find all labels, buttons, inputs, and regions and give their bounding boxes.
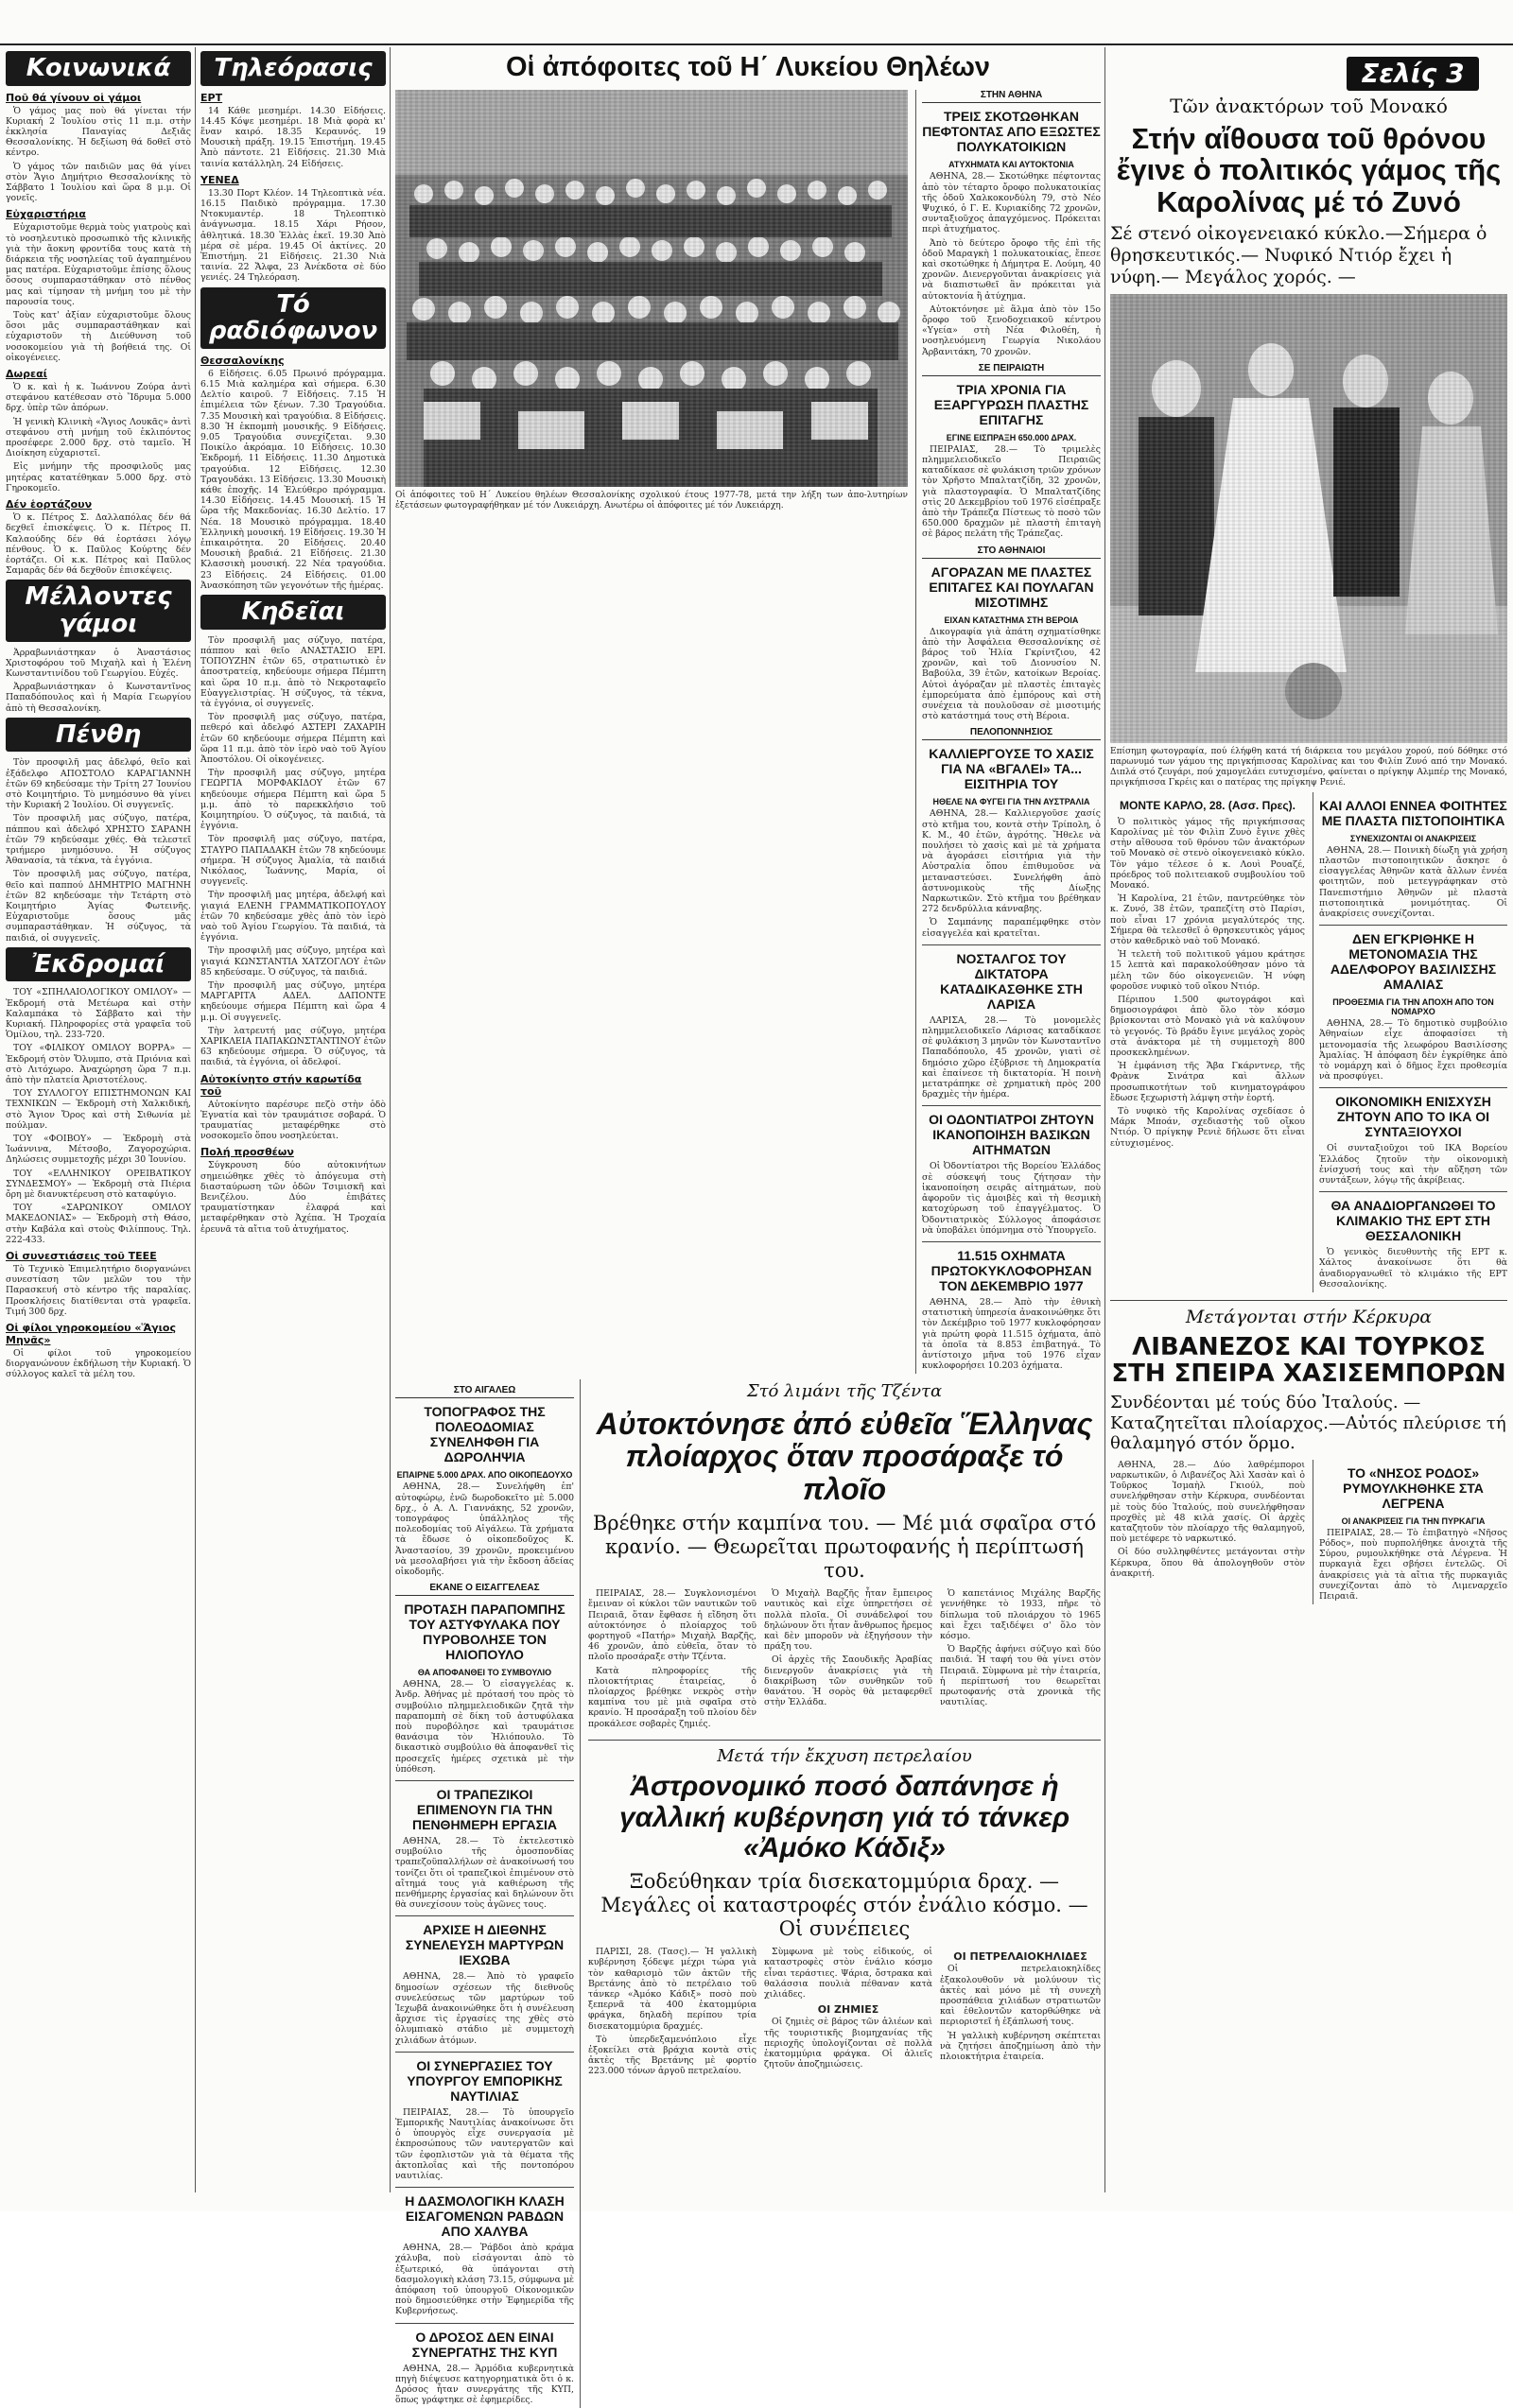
- brief-headline: Η ΔΑΣΜΟΛΟΓΙΚΗ ΚΛΑΣΗ ΕΙΣΑΓΟΜΕΝΩΝ ΡΑΒΔΩΝ ΑΠΟ ΧΑΛΥΒΑ: [405, 2193, 565, 2240]
- column-rule: [1104, 47, 1105, 2192]
- brief-headline: ΟΙ ΤΡΑΠΕΖΙΚΟΙ ΕΠΙΜΕΝΟΥΝ ΓΙΑ ΤΗΝ ΠΕΝΘΗΜΕΡΗ ΕΡΓΑΣΙΑ: [412, 1786, 557, 1832]
- heading-weddings: Ποῦ θά γίνουν οἱ γάμοι: [6, 91, 142, 104]
- brief-headline: ΟΙ ΟΔΟΝΤΙΑΤΡΟΙ ΖΗΤΟΥΝ ΙΚΑΝΟΠΟΙΗΣΗ ΒΑΣΙΚΩΝ ΑΙΤΗΜΑΤΩΝ: [929, 1112, 1094, 1158]
- wedding-photo: [1110, 294, 1507, 743]
- monaco-kicker: Τῶν ἀνακτόρων τοῦ Μονακό: [1170, 95, 1448, 117]
- section-banner-tv: Τηλεόρασις: [200, 51, 386, 86]
- monaco-headline: Στήν αἴθουσα τοῦ θρόνου ἔγινε ὁ πολιτικός γάμος τῆς Καρολίνας μέ τό Ζυνό: [1116, 122, 1502, 218]
- drugs-kicker: Μετάγονται στήν Κέρκυρα: [1185, 1307, 1433, 1328]
- brief-kicker: ΣΕ ΠΕΙΡΑΙΩΤΗ: [922, 363, 1101, 376]
- body-text: Τὸν προσφιλῆ μας σύζυγο, πατέρα, πάππου καὶ θεῖο ΑΝΑΣΤΑΣΙΟ ΕΡΙ. ΤΟΠΟΥΖΗΝ ἐτῶν 65, στρατιωτικὸ ἐν ἀποστρατείᾳ, κηδεύουμε σήμερα Πέμπτη καὶ ὥρα 10 π.μ. ἀπὸ τὸ Νεκροταφεῖο Εὐαγγελιστρίας. Ἡ σύζυγος, τὰ τέκνα, τὰ ἐγγόνια, οἱ συγγενεῖς. Τὸν προσφιλῆ μας σύζυγο, πατέρα, πεθερό καὶ ἀδελφό ΑΣΤΕΡΙ ΖΑΧΑΡΙΗ ἐτῶν 60 κηδεύουμε σήμερα Πέμπτη καὶ ὥρα 11 π.μ. ἀπὸ τὸν ἱερὸ ναὸ τοῦ Ἁγίου Ἀποστόλου. Οἱ οἰκογένειες. Τὴν προσφιλῆ μας σύζυγο, μητέρα ΓΕΩΡΓΙΑ ΜΟΡΦΑΚΙΔΟΥ ἐτῶν 67 κηδεύουμε σήμερα Πέμπτη καὶ ὥρα 5 μ.μ. ἀπὸ τὸ παρεκκλήσιο τοῦ Κοιμητηρίου. Ὁ σύζυγος, τὰ παιδιά, τὰ ἐγγόνια. Τὸν προσφιλῆ μας σύζυγο, πατέρα, ΣΤΑΥΡΟ ΠΑΠΑΔΑΚΗ ἐτῶν 78 κηδεύουμε σήμερα. Ἡ σύζυγος Ἀμαλία, τὰ παιδιά Νικόλαος, Ἰωάννης, Μαρία, οἱ συγγενεῖς. Τὴν προσφιλῆ μας μητέρα, ἀδελφή καὶ γιαγιά ΕΛΕΝΗ ΓΡΑΜΜΑΤΙΚΟΠΟΥΛΟΥ ἐτῶν 70 κηδεύσαμε χθὲς ἀπὸ τὸν ἱερὸ ναὸ τοῦ Ἁγίου Γεωργίου. Τὰ παιδιά, τὰ ἐγγόνια. Τὴν προσφιλῆ μας σύζυγο, μητέρα καὶ γιαγιά ΚΩΝΣΤΑΝΤΙΑ ΧΑΤΖΟΓΛΟΥ ἐτῶν 85 κηδεύσαμε. Ὁ σύζυγος, τὰ παιδιά. Τὴν προσφιλῆ μας σύζυγο, μητέρα ΜΑΡΓΑΡΙΤΑ ΑΔΕΛ. ΔΑΠΟΝΤΕ κηδεύουμε σήμερα Πέμπτη καὶ ὥρα 4 μ.μ. Οἱ συγγενεῖς. Τὴν λατρευτή μας σύζυγο, μητέρα ΧΑΡΙΚΛΕΙΑ ΠΑΠΑΚΩΝΣΤΑΝΤΙΝΟΥ ἐτῶν 63 κηδεύουμε σήμερα. Ὁ σύζυγος, τὰ παιδιά, τὰ ἐγγόνια, οἱ ἀδελφοί.: [200, 634, 386, 1068]
- body-text: Οἱ συνταξιοῦχοι τοῦ ΙΚΑ Βορείου Ἑλλάδος ζητοῦν τὴν οἰκονομικὴ ἐνίσχυσή τους καὶ τὴν αὔξηση τῶν συντάξεων, λόγῳ τῆς ἀκρίβειας.: [1319, 1143, 1507, 1187]
- body-text: Ἀρραβωνιάστηκαν ὁ Ἀναστάσιος Χριστοφόρου τοῦ Μιχαὴλ καὶ ἡ Ἑλένη Κωνσταντινίδου τοῦ Γεωργίου. Εὐχές. Ἀρραβωνιάστηκαν ὁ Κωνσταντῖνος Παπαδόπουλος καὶ ἡ Μαρία Γεωργίου ἀπὸ τὴ Θεσσαλονίκη.: [6, 647, 191, 714]
- body-text: 14 Κάθε μεσημέρι. 14.30 Εἰδήσεις. 14.45 Κόψε μεσημέρι. 18 Μιὰ φορὰ κι' ἕναν καιρό. 18.35 Κεραυνός. 19 Μουσικὴ πράξη. 19.15 Ἐπιστήμη. 19.45 Ἀπὸ πάντοτε. 21 Εἰδήσεις. 21.30 Μιὰ ταινία κατάλληλη. 24 Εἰδήσεις.: [200, 105, 386, 169]
- heading-collision: Πολή προσθέων: [200, 1146, 294, 1159]
- brief-subhead: ΘΑ ΑΠΟΦΑΝΘΕΙ ΤΟ ΣΥΜΒΟΥΛΙΟ: [417, 1668, 552, 1678]
- body-text: Ὁ γάμος μας ποὺ θά γίνεται τήν Κυριακή 2 Ἰουλίου στὶς 11 π.μ. στὴν ἐκκλησία Παναγίας Δεξιᾶς Θεσσαλονίκης. Ἡ δεξίωση θά δοθεῖ στὸ κέντρο. Ὁ γάμος τῶν παιδιῶν μας θά γίνει στὸν Ἅγιο Δημήτριο Θεσσαλονίκης τὸ Σάββατο 1 Ἰουλίου καὶ ὥρα 8 μ.μ. Οἱ γονεῖς.: [6, 105, 191, 204]
- body-text: Οἱ φίλοι τοῦ γηροκομείου διοργανώνουν ἐκδήλωση τὴν Κυριακή. Ὁ σύλλογος καλεῖ τὰ μέλη του.: [6, 1348, 191, 1380]
- drugs-body: ΑΘΗΝΑ, 28.— Δύο λαθρέμποροι ναρκωτικῶν, ὁ Λιβανέζος Ἀλὶ Χασὰν καὶ ὁ Τοῦρκος Ἰσμαὴλ Γκιούλ, ποὺ συνελήφθησαν στὴν Κέρκυρα, συνδέονται μὲ τοὺς δύο Ἰταλούς, ποὺ συνελήφθησαν προχθὲς μὲ 48 κιλὰ χασίς. Οἱ ἀρχὲς καταζητοῦν τὸν πλοίαρχο τῆς θαλαμηγοῦ, ποὺ μετέφερε τὸ ναρκωτικό. Οἱ δύο συλληφθέντες μετάγονται στὴν Κέρκυρα, ὅπου θὰ ἀπολογηθοῦν στὸν ἀνακριτή.: [1110, 1459, 1305, 1579]
- sister-subhead: ΠΡΟΘΕΣΜΙΑ ΓΙΑ ΤΗΝ ΑΠΟΧΗ ΑΠΟ ΤΟΝ ΝΟΜΑΡΧΟ: [1332, 997, 1494, 1017]
- heading-friends-nursing-home: Οἱ φίλοι γηροκομείου «Ἅγιος Μηνᾶς»: [6, 1322, 176, 1347]
- body-text: Τὸ Τεχνικὸ Ἐπιμελητήριο διοργανώνει συνεστίαση τῶν μελῶν του τὴν Παρασκευή στὸ κέντρο τῆς παραλίας. Προσκλήσεις διατίθενται στὰ γραφεῖα. Τιμή 300 δρχ.: [6, 1264, 191, 1317]
- page-top-strip: [0, 0, 1513, 45]
- rodos-col: [1313, 1460, 1507, 1604]
- story2-body: Σὺμφωνα μὲ τοὺς εἰδικούς, οἱ καταστροφὲς στὸν ἐνάλιο κόσμο εἶναι τεράστιες. Ψάρια, ὄστρακα καὶ θαλάσσια πουλιὰ πέθαναν κατὰ χιλιάδες. ΟΙ ΖΗΜΙΕΣ Οἱ ζημιὲς σὲ βάρος τῶν ἁλιέων καὶ τῆς τουριστικῆς βιομηχανίας τῆς περιοχῆς ὑπολογίζονται σὲ πολλὰ ἑκατομμύρια φράγκα. Οἱ ἁλιεῖς ζητοῦν ἀποζημιώσεις.: [764, 1947, 932, 2070]
- rodos-headline: ΤΟ «ΝΗΣΟΣ ΡΟΔΟΣ» ΡΥΜΟΥΛΚΗΘΗΚΕ ΣΤΑ ΛΕΓΡΕΝΑ: [1343, 1464, 1484, 1511]
- body-text: 13.30 Πορτ Κλέον. 14 Τηλεοπτικὰ νέα. 16.15 Παιδικὸ πρόγραμμα. 17.30 Ντοκυμαντέρ. 18 Τηλεοπτικὸ ἀνάγνωσμα. 18.15 Χάρι Ρήσον, ἀθλητικά. 18.30 Ἐλλὰς ἐκεῖ. 19.30 Ἀπὸ μέρα σὲ μέρα. 19.45 Οἱ ἀκτίνες. 20 Ἐπιστήμη. 21 Εἰδήσεις. 21.30 Νιὰ ταινία. 22 Ἄλφα, 23 Ἀνέκδοτα σὲ δύο γενιές. 24 Τηλεόραση.: [200, 187, 386, 284]
- right-briefs-col: [1313, 792, 1507, 1292]
- story2-body: ΟΙ ΠΕΤΡΕΛΑΙΟΚΗΛΙΔΕΣ Οἱ πετρελαιοκηλίδες ἐξακολουθοῦν νὰ μολύνουν τὶς ἀκτὲς καὶ μόνο μὲ τὴ συνεχὴ προσπάθεια χιλιάδων στρατιωτῶν καὶ ἐθελοντῶν κατορθώθηκε νὰ περιοριστεῖ ἡ ἐξάπλωσή τους. Ἡ γαλλικὴ κυβέρνηση σκέπτεται νὰ ζητήσει ἀποζημίωση ἀπὸ τὴν πλοιοκτήτρια ἑταιρεία.: [940, 1950, 1101, 2062]
- body-text: ΑΘΗΝΑ, 28.— Ὁ εἰσαγγελέας κ. Ἀνδρ. Ἀθήνας μὲ πρότασή του πρὸς τὸ συμβούλιο πλημμελειοδικῶν ζητᾶ τὴν παραπομπὴ σὲ δίκη τοῦ ἀστυφύλακα ποὺ πυροβόλησε καὶ τραυμάτισε θανάσιμα τὸν Ἠλιόπουλο. Τὸ δικαστικὸ συμβούλιο θὰ ἀποφανθεῖ τὶς προσεχεῖς ἡμέρες σχετικὰ μὲ τὴν ὑπόθεση.: [395, 1679, 574, 1775]
- sister-headline: ΔΕΝ ΕΓΚΡΙΘΗΚΕ Η ΜΕΤΟΝΟΜΑΣΙΑ ΤΗΣ ΑΔΕΛΦΟΡΟΥ ΒΑΣΙΛΙΣΣΗΣ ΑΜΑΛΙΑΣ: [1330, 931, 1497, 993]
- story2-kicker: Μετά τήν ἔκχυση πετρελαίου: [717, 1745, 972, 1766]
- story2-headline: Ἀστρονομικό ποσό δαπάνησε ἡ γαλλική κυβέρνηση γιά τό τάνκερ «Ἀμόκο Κάδιξ»: [619, 1771, 1070, 1864]
- wedding-photo-caption: Επίσημη φωτογραφία, πού έλήφθη κατά τή διάρκεια του μεγάλου χορού, πού δόθηκε στό παρωνυμό των γάμου της πριγκήπισσας Καρολίνας και του Φιλίπ Ζυνό από την Μονακό. Διπλά στό ζευγάρι, πού χαμογελάει ευτυχισμένο, φαίνεται ο πρίγκηψ Αλμπέρ της Μονακό, πριγκήπισσα Γκρέις και ο πατέρας της πρίγκηψ Ρενιέ.: [1110, 746, 1507, 788]
- column-rule: [195, 47, 196, 2192]
- story1-deck: Βρέθηκε στήν καμπίνα του. — Μέ μιά σφαῖρα στό κρανίο. — Θεωρεῖται πρωτοφανής ἡ περίπτωσή του.: [592, 1511, 1097, 1582]
- brief-subhead: ΕΠΑΙΡΝΕ 5.000 ΔΡΑΧ. ΑΠΟ ΟΙΚΟΠΕΔΟΥΧΟ: [396, 1470, 573, 1481]
- body-text: ΑΘΗΝΑ, 28.— Συνελήφθη ἐπ' αὐτοφώρῳ, ἐνῶ δωροδοκεῖτο μὲ 5.000 δρχ., ὁ Α. Λ. Γιαννάκης, 52 χρονῶν, τοπογράφος ὑπάλληλος τῆς πολεοδομίας τοῦ Αἰγάλεω. Τὰ χρήματα τὰ ἔδωσε ὁ οἰκοπεδοῦχος Κ. Ἀναστασίου, 39 χρονῶν, προκειμένου νὰ μεσολαβήσει γιὰ τὴν ἔκδοση ἀδείας οἰκοδομῆς.: [395, 1481, 574, 1577]
- story2-body: ΠΑΡΙΣΙ, 28. (Τασς).— Ἡ γαλλικὴ κυβέρνηση ξόδεψε μέχρι τώρα γιὰ τὸν καθαρισμὸ τῶν ἀκτῶν τῆς Βρετάνης ἀπὸ τὸ πετρέλαιο τοῦ τάνκερ «Ἀμόκο Κάδιξ» ποσὸ ποὺ ξεπερνᾶ τὰ 400 ἑκατομμύρια φράγκα, δηλαδὴ περίπου τρία δισεκατομμύρια δραχμές. Τὸ ὑπερδεξαμενόπλοιο εἶχε ἐξοκείλει στὰ βράχια κοντὰ στὶς ἀκτὲς τῆς Βρετάνης μὲ φορτίο 223.000 τόνων ἀργοῦ πετρελαίου.: [588, 1947, 756, 2077]
- right-area: [1110, 95, 1507, 2192]
- ika-headline: ΟΙΚΟΝΟΜΙΚΗ ΕΝΙΣΧΥΣΗ ΖΗΤΟΥΝ ΑΠΟ ΤΟ ΙΚΑ ΟΙ ΣΥΝΤΑΞΙΟΥΧΟΙ: [1335, 1094, 1491, 1140]
- photo-caption: Οἱ ἀπόφοιτες τοῦ Η΄ Λυκείου θηλέων Θεσσαλονίκης σχολικού έτους 1977-78, μετά την λήξη των ἀπο-λυτηρίων ἐξετάσεων φωτογραφήθηκαν μέ τόν Λυκειάρχη. Ανωτέρω οἱ ἀπόφοιτες μέ τόν Λυκειάρχη.: [395, 491, 908, 511]
- body-text: ΑΘΗΝΑ, 28.— Τὸ δημοτικὸ συμβούλιο Ἀθηναίων εἶχε ἀποφασίσει τὴ μετονομασία τῆς λεωφόρου Βασιλίσσης Ἀμαλίας. Ἡ ἀπόφαση δὲν ἐγκρίθηκε ἀπὸ τὸ νομάρχη καὶ ὁ δῆμος ἔχει προθεσμία νὰ προσφύγει.: [1319, 1018, 1507, 1083]
- body-text: ΑΘΗΝΑ, 28.— Καλλιεργοῦσε χασίς στὸ κτῆμα του, κοντὰ στὴν Τρίπολη, ὁ Κ. Μ., 40 ἐτῶν, ἀγρότης. Ἤθελε νὰ πουλήσει τὸ χασὶς καὶ μὲ τὰ χρήματα νὰ ἀγοράσει εἰσιτήρια γιὰ τὴν Αὐστραλία ὅπου ἐπιθυμοῦσε νὰ μεταναστεύσει. Συνελήφθη ἀπὸ ἀστυνομικοὺς τῆς Δίωξης Ναρκωτικῶν. Στὸ κτῆμα του βρέθηκαν 272 δενδρύλλια κάνναβης. Ὁ Σαμπάνης παραπέμφθηκε στὸν εἰσαγγελέα καὶ κρατεῖται.: [922, 808, 1101, 939]
- rodos-subhead: ΟΙ ΑΝΑΚΡΙΣΕΙΣ ΓΙΑ ΤΗΝ ΠΥΡΚΑΓΙΑ: [1341, 1516, 1486, 1526]
- column-news-briefs: [915, 90, 1101, 1374]
- body-text: Ὁ κ. Πέτρος Σ. Δαλλαπόλας δέν θά δεχθεῖ ἐπισκέψεις. Ὁ κ. Πέτρος Π. Καλαούδης δέν θά ἑορτάσει λόγῳ πένθους. Ὁ κ. Παῦλος Κούρτης δέν ἑορτάζει. Οἱ κ.κ. Πέτρος καὶ Παῦλος Σαμαρᾶς δέν θά δεχθοῦν ἐπισκέψεις.: [6, 512, 191, 577]
- body-text: ΑΘΗΝΑ, 28.— Σκοτώθηκε πέφτοντας ἀπὸ τὸν τέταρτο ὄροφο πολυκατοικίας τῆς ὁδοῦ Χαλκοκονδύλη 79, στὸ Νέο Ψυχικό, ὁ Γ. Ε. Κυριακίδης 72 χρονῶν, συνταξιοῦχος ἀπαγχόμενος. Πρόκειται περὶ ἀτυχήματος. Ἀπὸ τὸ δεύτερο ὄροφο τῆς ἐπὶ τῆς ὁδοῦ Μαραγκὴ 1 πολυκατοικίας, ἔπεσε καὶ σκοτώθηκε ἡ Δήμητρα Ε. Λούμη, 40 χρονῶν. Διενεργοῦνται ἀνακρίσεις γιὰ νὰ διαπιστωθεῖ ἂν πρόκειται γιὰ αὐτοκτονία ἢ ἀτύχημα. Αὐτοκτόνησε μὲ ἅλμα ἀπὸ τὸν 15ο ὄροφο τοῦ ξενοδοχειακοῦ κέντρου «Υγεία» στὴ Νέα Φιλοθέη, ἡ νοσηλευόμενη Γεωργία Νικολάου Ἀρβανιτάκη, 70 χρονῶν.: [922, 171, 1101, 357]
- students-headline: ΚΑΙ ΑΛΛΟΙ ΕΝΝΕΑ ΦΟΙΤΗΤΕΣ ΜΕ ΠΛΑΣΤΑ ΠΙΣΤΟΠΟΙΗΤΙΚΑ: [1319, 797, 1507, 828]
- brief-headline: ΤΡΕΙΣ ΣΚΟΤΩΘΗΚΑΝ ΠΕΦΤΟΝΤΑΣ ΑΠΟ ΕΞΩΣΤΕΣ ΠΟΛΥΚΑΤΟΙΚΙΩΝ: [922, 109, 1101, 155]
- brief-headline: Ο ΔΡΟΣΟΣ ΔΕΝ ΕΙΝΑΙ ΣΥΝΕΡΓΑΤΗΣ ΤΗΣ ΚΥΠ: [411, 2329, 558, 2360]
- brief-headline: ΑΡΧΙΣΕ Η ΔΙΕΘΝΗΣ ΣΥΝΕΛΕΥΣΗ ΜΑΡΤΥΡΩΝ ΙΕΧΩΒΑ: [405, 1922, 565, 1968]
- heading-teee: Οἱ συνεστιάσεις τοῦ ΤΕΕΕ: [6, 1250, 157, 1263]
- graduates-photo: [395, 90, 908, 487]
- body-text: ΑΘΗΝΑ, 28.— Ῥάβδοι ἀπὸ κράμα χάλυβα, ποὺ εἰσάγονται ἀπὸ τὸ ἐξωτερικό, θὰ ὑπάγονται στὴ δασμολογικὴ κλάση 73.15, σύμφωνα μὲ ἀπόφαση τοῦ ὑπουργοῦ Οἰκονομικῶν ποὺ δημοσιεύθηκε στὴν Ἐφημερίδα τῆς Κυβερνήσεως.: [395, 2243, 574, 2317]
- brief-kicker: ΣΤΗΝ ΑΘΗΝΑ: [922, 90, 1101, 103]
- body-text: ΠΕΙΡΑΙΑΣ, 28.— Τὸ ἐπιβατηγὸ «Νῆσος Ρόδος», ποὺ πυρπολήθηκε ἀνοιχτὰ τῆς Σύρου, ρυμουλκήθηκε στὰ Λέγρενα. Ἡ πυρκαγιὰ ἔχει σβήσει ἐντελῶς. Οἱ ἀνακρίσεις γιὰ τὰ αἴτια τῆς πυρκαγιᾶς συνεχίζονται ἀπὸ τὸ Λιμεναρχεῖο Πειραιᾶ.: [1319, 1527, 1507, 1602]
- story2-subhead-slicks: ΟΙ ΠΕΤΡΕΛΑΙΟΚΗΛΙΔΕΣ: [953, 1950, 1087, 1964]
- heading-yened: ΥΕΝΕΔ: [200, 173, 239, 186]
- brief-headline: ΟΙ ΣΥΝΕΡΓΑΣΙΕΣ ΤΟΥ ΥΠΟΥΡΓΟΥ ΕΜΠΟΡΙΚΗΣ ΝΑΥΤΙΛΙΑΣ: [407, 2057, 563, 2104]
- brief-headline: ΚΑΛΛΙΕΡΓΟΥΣΕ ΤΟ ΧΑΣΙΣ ΓΙΑ ΝΑ «ΒΓΑΛΕΙ» ΤΑ... ΕΙΣΙΤΗΡΙΑ ΤΟΥ: [929, 746, 1094, 792]
- heading-car: Αὐτοκίνητο στήν καρωτίδα τοῦ: [200, 1072, 362, 1098]
- heading-donations: Δωρεαί: [6, 368, 47, 381]
- photo-headline: Οἱ ἀπόφοιτες τοῦ Η΄ Λυκείου Θηλέων: [505, 52, 991, 82]
- brief-kicker: ΠΕΛΟΠΟΝΝΗΣΙΟΣ: [922, 727, 1101, 740]
- body-text: 6 Εἰδήσεις. 6.05 Πρωινό πρόγραμμα. 6.15 Μιὰ καλημέρα καὶ σήμερα. 6.30 Δελτίο καιροῦ. 7 Εἰδήσεις. 7.15 Ἡ ἐπιμέλεια τῶν ξένων. 7.30 Τραγούδια. 7.35 Μουσικὴ καὶ τραγούδια. 8 Εἰδήσεις. 8.30 Ἡ ἐκπομπὴ μουσικῆς. 9 Εἰδήσεις. 9.05 Τραγούδια συνεχίζεται. 9.30 Ποικίλο ἀκρόαμα. 10 Εἰδήσεις. 10.30 Ἐκδρομή. 11 Εἰδήσεις. 11.30 Δημοτικὰ τραγούδια. 12 Εἰδήσεις. 12.30 Τραγουδάκι. 13 Εἰδήσεις. 13.30 Μουσικὴ κάθε ἐποχῆς. 14 Ἐλεύθερο πρόγραμμα. 14.30 Εἰδήσεις. 14.45 Μουσική. 15 Ἡ ὥρα τῆς Μακεδονίας. 16.30 Δελτίο. 17 Νέα. 18 Μουσικὸ πρόγραμμα. 18.40 Ἐλληνικὴ μουσική. 19 Εἰδήσεις. 19.30 Ἡ ἐπικαιρότητα. 20 Εἰδήσεις. 20.40 Μουσικὴ βραδιά. 21 Εἰδήσεις. 21.30 Κλασσικὴ μουσική. 22 Νέα τραγούδια. 23 Εἰδήσεις. 24 Εἰδήσεις. 01.00 Ἀνασκόπηση τῶν γεγονότων τῆς ἡμέρας.: [200, 368, 387, 591]
- ert-headline: ΘΑ ΑΝΑΔΙΟΡΓΑΝΩΘΕΙ ΤΟ ΚΛΙΜΑΚΙΟ ΤΗΣ ΕΡΤ ΣΤΗ ΘΕΣΣΑΛΟΝΙΚΗ: [1330, 1198, 1496, 1244]
- body-text: Οἱ Ὀδοντίατροι τῆς Βορείου Ἑλλάδος σὲ σύσκεψή τους ζήτησαν τὴν ἱκανοποίηση σειρᾶς αἰτημάτων, ποὺ ἀφοροῦν τὶς ἀμοιβὲς καὶ τὴ θεσμικὴ κατοχύρωση τοῦ ἐπαγγέλματος. Ὁ Ὀδοντιατρικὸς Σύλλογος ἀποφάσισε νὰ ὑποβάλει ὑπόμνημα στὸ Ὑπουργεῖο.: [922, 1161, 1101, 1236]
- story1-body: ΠΕΙΡΑΙΑΣ, 28.— Συγκλονισμένοι ἔμειναν οἱ κύκλοι τῶν ναυτικῶν τοῦ Πειραιᾶ, ὅταν ἔφθασε ἡ εἴδηση ὅτι αὐτοκτόνησε ὁ πλοίαρχος τοῦ φορτηγοῦ «Πατήρ» Μιχαὴλ Βαρζῆς, 46 χρονῶν, ἀπὸ εὐθεῖα, ὅταν τὸ πλοῖο προσάραξε στὴν Τζέντα. Κατὰ πληροφορίες τῆς πλοιοκτήτριας ἑταιρείας, ὁ πλοίαρχος βρέθηκε νεκρὸς στὴν καμπίνα του μὲ μιὰ σφαῖρα στὸ κρανίο. Ἡ προσάραξη τοῦ πλοίου δὲν προκάλεσε σοβαρὲς ζημιές.: [588, 1588, 756, 1729]
- brief-headline: ΤΡΙΑ ΧΡΟΝΙΑ ΓΙΑ ΕΞΑΡΓΥΡΩΣΗ ΠΛΑΣΤΗΣ ΕΠΙΤΑΓΗΣ: [933, 381, 1089, 427]
- body-text: ΑΘΗΝΑ, 28.— Ἁρμόδια κυβερνητικὰ πηγὴ διέψευσε κατηγορηματικὰ ὅτι ὁ κ. Δρόσος ἦταν συνεργάτης τῆς ΚΥΠ, ὅπως γράφτηκε σὲ ἐφημερίδες.: [395, 2363, 574, 2406]
- brief-subhead: ΗΘΕΛΕ ΝΑ ΦΥΓΕΙ ΓΙΑ ΤΗΝ ΑΥΣΤΡΑΛΙΑ: [932, 797, 1090, 807]
- body-text: ΑΘΗΝΑ, 28.— Τὸ ἐκτελεστικὸ συμβούλιο τῆς ὁμοσπονδίας τραπεζοϋπαλλήλων σὲ ἀνακοίνωσή του τονίζει ὅτι οἱ τραπεζικοὶ ἐπιμένουν στὸ αἴτημά τους γιὰ καθιέρωση τῆς πενθήμερης ἐργασίας καὶ δηλώνουν ὅτι θὰ συνεχίσουν τοὺς ἀγῶνες τους.: [395, 1835, 574, 1911]
- body-text: Αὐτοκίνητο παρέσυρε πεζὸ στὴν ὁδὸ Ἐγνατία καὶ τὸν τραυμάτισε σοβαρά. Ὁ τραυματίας μεταφέρθηκε στὸ νοσοκομεῖο ὅπου νοσηλεύεται.: [200, 1099, 386, 1142]
- brief-subhead: ΑΤΥΧΗΜΑΤΑ ΚΑΙ ΑΥΤΟΚΤΟΝΙΑ: [948, 160, 1074, 170]
- heading-ert: ΕΡΤ: [200, 91, 223, 104]
- body-text: ΑΘΗΝΑ, 28.— Ἀπὸ τὸ γραφεῖο δημοσίων σχέσεων τῆς διεθνοῦς συνελεύσεως τῶν μαρτύρων τοῦ Ἰεχωβᾶ ἀνακοινώθηκε ὅτι ἡ συνέλευση ἄρχισε τὶς ἐργασίες της χθὲς στὸ ὀλυμπιακὸ στάδιο μὲ συμμετοχὴ χιλιάδων ἀτόμων.: [395, 1971, 574, 2046]
- body-text: ΠΕΙΡΑΙΑΣ, 28.— Τὸ τριμελὲς πλημμελειοδικεῖο Πειραιῶς καταδίκασε σὲ φυλάκιση τριῶν χρόνων τὸν Χρῆστο Μπαλτατζίδη, 32 χρονῶν, γιὰ πλαστογραφία. Ὁ Μπαλτατζίδης στὶς 20 Δεκεμβρίου τοῦ 1976 εἰσέπραξε ἀπὸ τὴν Τράπεζα Πίστεως τὸ ποσὸ τῶν 650.000 δραχμῶν μὲ πλαστὴ ἐπιταγὴ σὲ βάρος πελάτη τῆς Τράπεζας.: [922, 443, 1101, 540]
- body-text: ΛΑΡΙΣΑ, 28.— Τὸ μονομελὲς πλημμελειοδικεῖο Λάρισας καταδίκασε σὲ φυλάκιση 3 μηνῶν τὸν Κωνσταντῖνο Παπαδόπουλο, 45 χρονῶν, γιατὶ σὲ δημόσιο χῶρο ἐξύβρισε τὴ Δημοκρατία καὶ ἐπαίνεσε τὴ δικτατορία. Ἡ ποινὴ μετατράπηκε σὲ χρηματικὴ πρὸς 200 δραχμὲς τὴν ἡμέρα.: [922, 1014, 1101, 1100]
- brief-subhead: ΕΓΙΝΕ ΕΙΣΠΡΑΞΗ 650.000 ΔΡΑΧ.: [946, 432, 1077, 442]
- body-text: ΤΟΥ «ΣΠΗΛΑΙΟΛΟΓΙΚΟΥ ΟΜΙΛΟΥ» — Ἐκδρομή στὰ Μετέωρα καὶ στὴν Καλαμπάκα τὸ Σάββατο καὶ τὴν Κυριακή. Πληροφορίες στὰ γραφεῖα τοῦ Ὁμίλου, τηλ. 233-720. ΤΟΥ «ΦΙΛΙΚΟΥ ΟΜΙΛΟΥ ΒΟΡΡΑ» — Ἐκδρομή στὸν Ὄλυμπο, στὰ Πριόνια καὶ στὸ Λιτόχωρο. Ἀναχώρηση ὥρα 7 π.μ. ἀπὸ τὴν πλατεία Ἀριστοτέλους. ΤΟΥ ΣΥΛΛΟΓΟΥ ΕΠΙΣΤΗΜΟΝΩΝ ΚΑΙ ΤΕΧΝΙΚΩΝ — Ἐκδρομὴ στὴ Χαλκιδική, στὸ Ἅγιον Ὄρος καὶ στὴ Σιθωνία μὲ πούλμαν. ΤΟΥ «ΦΟΙΒΟΥ» — Ἐκδρομὴ στὰ Ἰωάννινα, Μέτσοβο, Ζαγοροχώρια. Δηλώσεις συμμετοχῆς μέχρι 30 Ἰουνίου. ΤΟΥ «ΕΛΛΗΝΙΚΟΥ ΟΡΕΙΒΑΤΙΚΟΥ ΣΥΝΔΕΣΜΟΥ» — Ἐκδρομὴ στὰ Πιέρια ὄρη μὲ διανυκτέρευση στὸ καταφύγιο. ΤΟΥ «ΣΑΡΩΝΙΚΟΥ ΟΜΙΛΟΥ ΜΑΚΕΔΟΝΙΑΣ» — Ἐκδρομὴ στὴ Θάσο, στὴν Καβάλα καὶ στοὺς Φιλίππους. Τηλ. 222-433.: [6, 987, 191, 1245]
- column-society: [6, 47, 191, 2192]
- section-banner-excursions: Ἐκδρομαί: [6, 947, 191, 982]
- brief-headline: 11.515 ΟΧΗΜΑΤΑ ΠΡΩΤΟΚΥΚΛΟΦΟΡΗΣΑΝ ΤΟΝ ΔΕΚΕΜΒΡΙΟ 1977: [930, 1247, 1092, 1293]
- body-text: ΑΘΗΝΑ, 28.— Ἀπὸ τὴν ἐθνικὴ στατιστικὴ ὑπηρεσία ἀνακοινώθηκε ὅτι τὸν Δεκέμβριο τοῦ 1977 κυκλοφόρησαν γιὰ πρώτη φορὰ 11.515 ὀχήματα, ἀπὸ τὰ ὁποῖα τὰ 8.853 ἐπιβατηγά. Τὸ ἀντίστοιχο μῆνα τοῦ 1976 εἶχαν κυκλοφορήσει 10.203 ὀχήματα.: [922, 1296, 1101, 1372]
- heading-no-feast: Δέν ἑορτάζουν: [6, 498, 93, 511]
- body-text: Ὁ κ. καὶ ἡ κ. Ἰωάννου Ζούρα ἀντὶ στεφάνου κατέθεσαν στὸ Ἵδρυμα 5.000 δρχ. ὑπὲρ τῶν ἀπόρων. Ἡ γενικὴ Κλινικὴ «Ἅγιος Λουκᾶς» ἀντὶ στεφάνου στὴ μνήμη τοῦ ἐκλιπόντος προσέφερε 2.000 δρχ. στὸ ταμεῖο. Ἡ Διοίκηση εὐχαριστεῖ. Εἰς μνήμην τῆς προσφιλοῦς μας μητέρας κατατέθηκαν 5.000 δρχ. στὸ Γηροκομεῖο.: [6, 382, 191, 494]
- column-tv-radio: [200, 47, 386, 2192]
- drugs-headline: ΛΙΒΑΝΕΖΟΣ ΚΑΙ ΤΟΥΡΚΟΣ ΣΤΗ ΣΠΕΙΡΑ ΧΑΣΙΣΕΜΠΟΡΩΝ: [1111, 1332, 1506, 1388]
- column-rule: [390, 47, 391, 2192]
- drugs-deck: Συνδέονται μέ τούς δύο Ἰταλούς. — Καταζητεῖται πλοίαρχος.—Αὐτός πλεύρισε τή θαλαμηγό στόν ὅρμο.: [1110, 1393, 1506, 1454]
- story1-kicker: Στό λιμάνι τῆς Τζέντα: [746, 1381, 943, 1402]
- brief-kicker: ΕΚΑΝΕ Ο ΕΙΣΑΓΓΕΛΕΑΣ: [395, 1583, 574, 1596]
- body-text: Τὸν προσφιλῆ μας ἀδελφό, θεῖο καὶ ἐξάδελφο ΑΠΟΣΤΟΛΟ ΚΑΡΑΓΙΑΝΝΗ ἐτῶν 69 κηδεύσαμε τὴν Τρίτη 27 Ἰουνίου στὸ Κοιμητήριο. Τὸ μνημόσυνο θὰ γίνει τὴν Κυριακή 2 Ἰουλίου. Οἱ συγγενεῖς. Τὸν προσφιλῆ μας σύζυγο, πατέρα, πάππου καὶ ἀδελφό ΧΡΗΣΤΟ ΣΑΡΑΝΗ ἐτῶν 79 κηδεύσαμε χθές. Θὰ τελεστεῖ τριήμερο μνημόσυνο. Ἡ σύζυγος Ἀθανασία, τὰ τέκνα, τὰ ἐγγόνια. Τὸν προσφιλῆ μας σύζυγο, πατέρα, θεῖο καὶ παππού ΔΗΜΗΤΡΙΟ ΜΑΓΗΝΗ ἐτῶν 82 κηδεύσαμε τὴν Τετάρτη στὸ Κοιμητήριο Ἁγίας Φωτεινῆς. Εὐχαριστοῦμε ὅσους μᾶς συμπαραστάθηκαν. Ἡ σύζυγος, τὰ παιδιά, οἱ συγγενεῖς.: [6, 757, 191, 944]
- body-text: Ὁ γενικὸς διευθυντὴς τῆς ΕΡΤ κ. Χάλτος ἀνακοίνωσε ὅτι θὰ ἀναδιοργανωθεῖ τὸ κλιμάκιο τῆς ΕΡΤ Θεσσαλονίκης.: [1319, 1247, 1507, 1290]
- section-banner-radio: Τό ραδιόφωνον: [200, 287, 386, 349]
- students-subhead: ΣΥΝΕΧΙΖΟΝΤΑΙ ΟΙ ΑΝΑΚΡΙΣΕΙΣ: [1349, 833, 1477, 843]
- main-area: [395, 49, 1101, 2406]
- brief-headline: ΠΡΟΤΑΣΗ ΠΑΡΑΠΟΜΠΗΣ ΤΟΥ ΑΣΤΥΦΥΛΑΚΑ ΠΟΥ ΠΥΡΟΒΟΛΗΣΕ ΤΟΝ ΗΛΙΟΠΟΥΛΟ: [404, 1602, 565, 1663]
- column-brief-news: [395, 1379, 581, 2408]
- section-banner-funerals: Κηδεῖαι: [200, 595, 386, 630]
- heading-thanks: Εὐχαριστήρια: [6, 208, 86, 221]
- story1-body: Ὁ καπετάνιος Μιχάλης Βαρζῆς γεννήθηκε τὸ 1933, πῆρε τὸ δίπλωμα τοῦ πλοιάρχου τὸ 1965 καὶ ἔχει ταξιδέψει σ' ὅλο τὸν κόσμο. Ὁ Βαρζῆς ἀφήνει σύζυγο καὶ δύο παιδιά. Ἡ ταφή του θὰ γίνει στὸν Πειραιᾶ. Σὺμφωνα μὲ τὴν ἑταιρεία, ἡ περίπτωσή του θεωρεῖται πρωτοφανής στὰ χρονικὰ τῆς ναυτιλίας.: [940, 1588, 1101, 1708]
- brief-headline: ΑΓΟΡΑΖΑΝ ΜΕ ΠΛΑΣΤΕΣ ΕΠΙΤΑΓΕΣ ΚΑΙ ΠΟΥΛΑΓΑΝ ΜΙΣΟΤΙΜΗΣ: [929, 563, 1094, 610]
- body-text: Δικογραφία γιὰ ἀπάτη σχηματίσθηκε ἀπὸ τὴν Ἀσφάλεια Θεσσαλονίκης σὲ βάρος τοῦ Ἠλία Γκρίντζιου, 42 χρονῶν, καὶ τοῦ Διονυσίου Ν. Βαβούλα, 39 ἐτῶν, κατοίκων Βεροίας. Αὐτοὶ ἀγόραζαν μὲ πλαστὲς ἐπιταγὲς ἐμπορεύματα ἀπὸ ἐμπόρους καὶ στὴ συνέχεια τὰ πουλοῦσαν σὲ μισοτιμής στὸ κατάστημά τους στὴ Βέροια.: [922, 626, 1101, 722]
- body-text: ΠΕΙΡΑΙΑΣ, 28.— Τὸ ὑπουργεῖο Ἐμπορικῆς Ναυτιλίας ἀνακοίνωσε ὅτι ὁ ὑπουργὸς εἶχε συνεργασία μὲ ἐκπροσώπους τῶν ναυτεργατῶν καὶ τῶν ἐφοπλιστῶν γιὰ τὰ θέματα τῆς ἀκτοπλοΐας καὶ τῆς ποντοπόρου ναυτιλίας.: [395, 2106, 574, 2182]
- brief-kicker: ΣΤΟ ΑΘΗΝΑΙΟΙ: [922, 546, 1101, 559]
- story1-headline: Αὐτοκτόνησε ἀπό εὐθεῖα Ἕλληνας πλοίαρχος ὅταν προσάραξε τό πλοῖο: [596, 1406, 1093, 1507]
- brief-kicker: ΣΤΟ ΑΙΓΑΛΕΩ: [395, 1385, 574, 1398]
- monaco-body: Ὁ πολιτικὸς γάμος τῆς πριγκήπισσας Καρολίνας μὲ τὸν Φιλὶπ Ζυνὸ ἔγινε χθὲς στὴν αἴθουσα τοῦ θρόνου τῶν ἀνακτόρων τοῦ Μονακὸ σὲ στενὸ οἰκογενειακὸ κύκλο. Τὸν γάμο τέλεσε ὁ κ. Λουὶ Ρουαζέ, πρόεδρος τοῦ πολιτειακοῦ συμβουλίου τοῦ Μονακό. Ἡ Καρολίνα, 21 ἐτῶν, παντρεύθηκε τὸν κ. Ζυνό, 38 ἐτῶν, τραπεζίτη στὸ Παρίσι, ποὺ εἶναι 17 χρόνια μεγαλύτερός της. Σήμερα θὰ τελεσθεῖ ὁ θρησκευτικὸς γάμος στὸν καθεδρικὸ ναὸ τοῦ Μονακό. Ἡ τελετὴ τοῦ πολιτικοῦ γάμου κράτησε 15 λεπτὰ καὶ παρακολούθησαν μόνο τὰ μέλη τῶν δύο οἰκογενειῶν. Ἡ νύφη φοροῦσε νυφικὸ τοῦ οἴκου Ντιόρ. Πέριπου 1.500 φωτογράφοι καὶ δημοσιογράφοι ἀπὸ ὅλο τὸν κόσμο βρίσκονται στὸ Μονακὸ γιὰ νὰ καλύψουν τὸ γεγονός. Τὸ βράδυ ἔγινε μεγάλος χορὸς στὰ ἀνάκτορα μὲ τὴ συμμετοχὴ 800 προσκεκλημένων. Ἡ ἐμφάνιση τῆς Ἄβα Γκάρντνερ, τῆς Φρὰνκ Σινάτρα καὶ ἄλλων προσωπικοτήτων τοῦ κινηματογράφου ἔδωσε ξεχωριστὴ λάμψη στὴν ἑορτή. Τὸ νυφικὸ τῆς Καρολίνας σχεδίασε ὁ Μάρκ Μποάν, σχεδιαστὴς τοῦ οἴκου Ντιόρ. Ὁ πρίγκηψ Ρενιὲ δήλωσε ὅτι εἶναι εὐτυχισμένος.: [1110, 816, 1305, 1149]
- monaco-dateline: ΜΟΝΤΕ ΚΑΡΛΟ, 28. (Ασσ. Πρες).: [1120, 798, 1296, 812]
- heading-thessaloniki-radio: Θεσσαλονίκης: [200, 354, 285, 367]
- body-text: Σύγκρουση δύο αὐτοκινήτων σημειώθηκε χθὲς τὸ ἀπόγευμα στὴ διασταύρωση τῶν ὁδῶν Τσιμισκῆ καὶ Βενιζέλου. Δύο ἐπιβάτες τραυματίστηκαν ἐλαφρά καὶ μεταφέρθηκαν στὸ Ἀχέπα. Ἡ Τροχαία ἐρευνᾶ τὰ αἴτια τοῦ ἀτυχήματος.: [200, 1160, 386, 1235]
- brief-headline: ΝΟΣΤΑΛΓΟΣ ΤΟΥ ΔΙΚΤΑΤΟΡΑ ΚΑΤΑΔΙΚΑΣΘΗΚΕ ΣΤΗ ΛΑΡΙΣΑ: [940, 950, 1083, 1012]
- page-number-badge: Σελίς 3: [1347, 57, 1479, 91]
- story2-subhead-damages: ΟΙ ΖΗΜΙΕΣ: [817, 2003, 879, 2017]
- monaco-story-col: [1110, 792, 1305, 1292]
- body-text: Εὐχαριστοῦμε θερμὰ τοὺς γιατροὺς καὶ τὸ νοσηλευτικὸ προσωπικὸ τῆς κλινικῆς γιὰ τὴν ἄοκνη φροντίδα τους κατὰ τὴ διάρκεια τῆς νοσηλείας τοῦ ἀγαπημένου μας πατέρα. Εὐχαριστοῦμε ἐπίσης ὅλους ὅσους συμπαραστάθηκαν στὸ πένθος μας καὶ τίμησαν τὴ μνήμη του μὲ τὴν παρουσία τους. Τοὺς κατ' ἀξίαν εὐχαριστοῦμε ὅλους ὅσοι μᾶς συμπαραστάθηκαν καὶ εὐχαριστοῦν τὴ Διεύθυνση τοῦ νοσοκομείου γιὰ τὴ βοήθειά της. Οἱ οἰκογένειες.: [6, 222, 191, 363]
- brief-subhead: ΕΙΧΑΝ ΚΑΤΑΣΤΗΜΑ ΣΤΗ ΒΕΡΟΙΑ: [944, 615, 1079, 625]
- brief-headline: ΤΟΠΟΓΡΑΦΟΣ ΤΗΣ ΠΟΛΕΟΔΟΜΙΑΣ ΣΥΝΕΛΗΦΘΗ ΓΙΑ ΔΩΡΟΛΗΨΙΑ: [424, 1404, 546, 1465]
- section-banner-future-weddings: Μέλλοντες γάμοι: [6, 580, 191, 641]
- stories-area: [588, 1379, 1101, 2408]
- section-banner-mourning: Πένθη: [6, 718, 191, 753]
- monaco-deck: Σέ στενό οἰκογενειακό κύκλο.—Σήμερα ὁ θρησκευτικός.— Νυφικό Ντιόρ ἔχει ἡ νύφη.— Μεγάλος χορός. —: [1110, 223, 1487, 287]
- section-banner-society: Κοινωνικά: [6, 51, 191, 86]
- story1-body: Ὁ Μιχαὴλ Βαρζῆς ἦταν ἔμπειρος ναυτικὸς καὶ εἶχε ὑπηρετήσει σὲ πολλὰ πλοῖα. Οἱ συνάδελφοί του δηλώνουν ὅτι ἦταν ἄνθρωπος ἤρεμος καὶ δὲν μποροῦν νὰ ἐξηγήσουν τὴν πράξη του. Οἱ ἀρχὲς τῆς Σαουδικῆς Ἀραβίας διενεργοῦν ἀνακρίσεις γιὰ τὴ διακρίβωση τῶν συνθηκῶν τοῦ θανάτου. Ἡ σορὸς θὰ μεταφερθεῖ στὴν Ἑλλάδα.: [764, 1588, 932, 1708]
- story2-deck: Ξοδεύθηκαν τρία δισεκατομμύρια δραχ. — Μεγάλες οἱ καταστροφές στόν ἐνάλιο κόσμο. — Οἱ συνέπειες: [600, 1869, 1088, 1940]
- body-text: ΑΘΗΝΑ, 28.— Ποινικὴ δίωξη γιὰ χρήση πλαστῶν πιστοποιητικῶν ἄσκησε ὁ εἰσαγγελέας Ἀθηνῶν κατὰ ἄλλων ἐννέα φοιτητῶν, ποὺ μετεγγράφηκαν στὸ Πανεπιστήμιο Ἀθηνῶν μὲ πλαστὰ πιστοποιητικὰ μονιμότητας. Οἱ ἀνακρίσεις συνεχίζονται.: [1319, 844, 1507, 920]
